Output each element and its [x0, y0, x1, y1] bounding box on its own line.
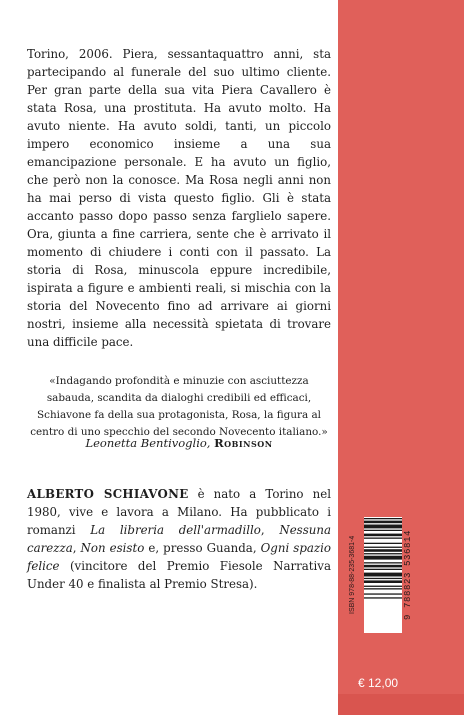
price-band [338, 694, 464, 715]
bio-text: è nato a Torino nel 1980, vive e lavora a Milano. Ha pubblicato i romanzi [27, 487, 331, 537]
barcode-icon [364, 517, 402, 633]
price-label: € 12,00 [358, 676, 399, 690]
bio-text: e, presso Guanda, [144, 541, 261, 555]
bio-text: , [260, 523, 280, 537]
bio-text: , [72, 541, 81, 555]
barcode-digits: 9 788823 536814 [403, 530, 413, 621]
quote-author: Leonetta Bentivoglio, [85, 436, 211, 450]
book-title: Non esisto [80, 541, 145, 555]
bio-text: (vincitore del Premio Fiesole Narrativa Under 40 e finalista al Premio Stresa). [27, 559, 331, 591]
review-quote: «Indagando profondità e minuzie con asciuttezza sabauda, scandita da dialoghi credibili ed efficaci, Schiavone fa della sua protagonista, Rosa, la figura al centro di uno specchio del secondo Novecento italiano.» [30, 375, 328, 438]
book-synopsis: Torino, 2006. Piera, sessantaquattro anni, sta partecipando al funerale del suo ultimo cliente. Per gran parte della sua vita Piera Cavallero è stata Rosa, una prostituta. Ha avuto molto. Ha avuto niente. Ha avuto soldi, tanti, un piccolo impero economico insieme a una sua emancipazione personale. E ha avuto un figlio, che però non la conosce. Ma Rosa negli anni non ha mai perso di vista questo figlio. Gli è stata accanto passo dopo passo senza farglielo sapere. Ora, giunta a fine carriera, sente che è arrivato il momento di chiudere i conti con il passato. La storia di Rosa, minuscola eppure incredibile, ispirata a figure e ambienti reali, si mischia con la storia del Novecento fino ad arrivare ai giorni nostri, insieme alla necessità spietata di trovare una difficile pace. [27, 47, 331, 349]
author-name: ALBERTO SCHIAVONE [27, 487, 189, 501]
quote-publication: Robinson [214, 436, 273, 450]
author-bio [27, 485, 331, 593]
isbn-label: ISBN 978-88-235-3681-4 [349, 535, 356, 615]
book-title: Nessuna carezza [27, 523, 332, 555]
quote-attribution [27, 436, 331, 450]
book-title: La libreria dell'armadillo [90, 523, 261, 537]
barcode-block [349, 513, 415, 637]
book-title: Ogni spazio felice [27, 541, 331, 573]
